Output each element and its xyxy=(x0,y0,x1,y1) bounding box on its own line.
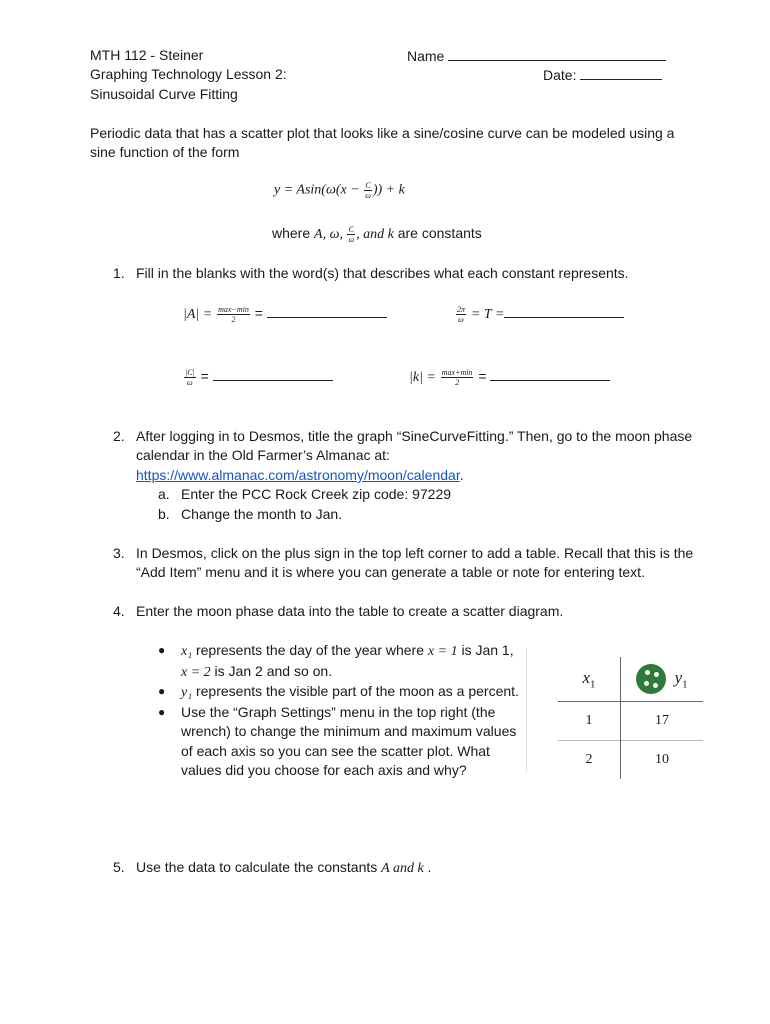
date-label: Date: xyxy=(543,67,577,83)
period-answer-blank[interactable] xyxy=(504,303,624,318)
q4-bullet-1: x₁ represents the day of the year where x = 1 is Jan 1, xyxy=(181,642,514,659)
course-title: MTH 112 - Steiner xyxy=(90,47,204,63)
q4-number: 4. xyxy=(113,603,125,619)
q3-line-1: In Desmos, click on the plus sign in the top left corner to add a table. Recall that this is the xyxy=(136,545,694,561)
blank-vertical-shift: |k| = $\frac{\max+\min}{2}$ = xyxy=(409,366,610,387)
q4-bullet-1-cont: x = 2 is Jan 2 and so on. xyxy=(181,663,333,680)
q2-number: 2. xyxy=(113,428,125,444)
q4-bullet-3-l2: wrench) to change the minimum and maximum values xyxy=(181,723,517,739)
blank-amplitude: |A| = $\frac{\max-\min}{2}$ = xyxy=(183,303,387,324)
date-field[interactable] xyxy=(543,65,662,84)
q4-bullet-3-l4: values did you choose for each axis and why? xyxy=(181,762,467,778)
point-style-icon[interactable] xyxy=(636,664,666,694)
q2-line-1: After logging in to Desmos, title the graph “SineCurveFitting.” Then, go to the moon phase xyxy=(136,428,693,444)
q4-bullet-2: y₁ represents the visible part of the moon as a percent. xyxy=(181,683,519,700)
vertical-shift-answer-blank[interactable] xyxy=(490,366,610,381)
q1-number: 1. xyxy=(113,265,125,281)
amplitude-answer-blank[interactable] xyxy=(267,303,387,318)
name-blank[interactable] xyxy=(448,46,666,61)
q3-number: 3. xyxy=(113,545,125,561)
bullet-icon: ● xyxy=(158,643,166,657)
lesson-title: Graphing Technology Lesson 2: xyxy=(90,66,287,82)
q4-text: Enter the moon phase data into the table to create a scatter diagram. xyxy=(136,603,564,619)
q2a-label: a. xyxy=(158,486,170,502)
intro-line-1: Periodic data that has a scatter plot that looks like a sine/cosine curve can be modeled using a xyxy=(90,125,675,141)
q2a-text: Enter the PCC Rock Creek zip code: 97229 xyxy=(181,486,452,502)
date-blank[interactable] xyxy=(580,65,662,80)
q2-line-2: calendar in the Old Farmer’s Almanac at: xyxy=(136,447,390,463)
q1-text: Fill in the blanks with the word(s) that describes what each constant represents. xyxy=(136,265,629,281)
name-label: Name xyxy=(407,48,445,64)
q4-bullet-3-l1: Use the “Graph Settings” menu in the top right (the xyxy=(181,704,496,720)
blank-phase-shift: $\frac{|C|}{\omega}$ = xyxy=(183,366,333,387)
bullet-icon: ● xyxy=(158,684,166,698)
bullet-icon: ● xyxy=(158,705,166,719)
q5-number: 5. xyxy=(113,859,125,875)
phase-shift-answer-blank[interactable] xyxy=(213,366,333,381)
table-cell[interactable]: 1 xyxy=(558,702,621,741)
blank-period: $\frac{2\pi}{\omega}$ = T = xyxy=(455,303,624,324)
q2-link-line: https://www.almanac.com/astronomy/moon/calendar. xyxy=(136,467,464,483)
almanac-link[interactable]: https://www.almanac.com/astronomy/moon/calendar xyxy=(136,467,460,483)
intro-line-2: sine function of the form xyxy=(90,144,240,160)
table-cell[interactable]: 2 xyxy=(558,741,621,780)
name-field[interactable] xyxy=(407,46,666,65)
topic-title: Sinusoidal Curve Fitting xyxy=(90,86,238,102)
table-cell[interactable]: 10 xyxy=(655,752,669,767)
q5-text: Use the data to calculate the constants A and k . xyxy=(136,859,432,876)
table-header-x[interactable]: $x_1$ xyxy=(558,657,621,702)
desmos-table[interactable] xyxy=(558,657,703,779)
q4-bullet-3-l3: of each axis so you can see the scatter plot. What xyxy=(181,743,490,759)
table-header-y[interactable]: $y_1$ xyxy=(621,657,704,702)
table-divider xyxy=(526,648,527,772)
table-cell[interactable]: 17 xyxy=(655,713,669,728)
q2b-label: b. xyxy=(158,506,170,522)
sine-formula: y = Asin(ω(x − $\frac{C}{\omega}$ )) + k xyxy=(274,181,405,200)
constants-line: where A, ω, $\frac{C}{\omega}$ , and k are constants xyxy=(272,224,482,244)
q3-line-2: “Add Item” menu and it is where you can generate a table or note for entering text. xyxy=(136,564,645,580)
q2b-text: Change the month to Jan. xyxy=(181,506,343,522)
